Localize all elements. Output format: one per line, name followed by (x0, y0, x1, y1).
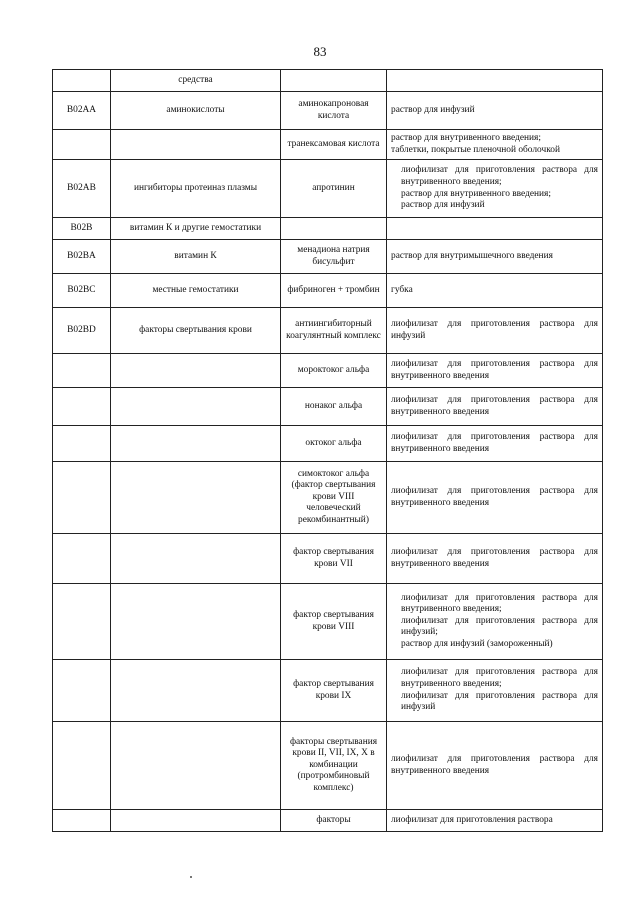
table-row (53, 534, 603, 584)
drug-name-cell: фактор свертывания крови VIII (281, 584, 387, 660)
dosage-form-line: раствор для инфузий (401, 200, 485, 211)
dosage-form-line: лиофилизат для приготовления раствора для внутривенного введения; (401, 667, 598, 689)
atc-code-cell (53, 462, 111, 534)
drug-name-cell: фибриноген + тромбин (281, 274, 387, 308)
table-row (53, 462, 603, 534)
atc-code-cell: B02AA (53, 92, 111, 130)
dosage-form-cell (387, 354, 603, 388)
group-name-cell (111, 426, 281, 462)
group-name-cell (111, 462, 281, 534)
dosage-form-cell (387, 160, 603, 218)
dosage-form-cell (387, 388, 603, 426)
atc-code-cell: B02BA (53, 240, 111, 274)
group-name-cell (111, 722, 281, 810)
table-row (53, 354, 603, 388)
atc-code-cell: B02B (53, 218, 111, 240)
table-row (53, 70, 603, 92)
drug-name-cell: нонаког альфа (281, 388, 387, 426)
dosage-form-line: губка (391, 284, 413, 295)
dosage-form-cell (387, 426, 603, 462)
dosage-form-line: раствор для внутривенного введения; (391, 132, 541, 143)
dosage-form-cell (387, 462, 603, 534)
dosage-form-line: таблетки, покрытые пленочной оболочкой (391, 144, 560, 155)
dosage-form-line: лиофилизат для приготовления раствора для внутривенного введения (391, 358, 598, 381)
atc-code-cell: B02BC (53, 274, 111, 308)
atc-code-cell (53, 722, 111, 810)
atc-code-cell (53, 388, 111, 426)
atc-code-cell (53, 354, 111, 388)
footer-mark (190, 876, 192, 878)
drug-table (52, 69, 603, 832)
group-name-cell: факторы свертывания крови (111, 308, 281, 354)
atc-code-cell (53, 70, 111, 92)
table-row (53, 92, 603, 130)
dosage-form-line: лиофилизат для приготовления раствора для внутривенного введения (391, 431, 598, 454)
page-number: 83 (313, 44, 327, 59)
group-name-cell (111, 810, 281, 832)
group-name-cell: витамин К и другие гемостатики (111, 218, 281, 240)
drug-name-cell: менадиона натрия бисульфит (281, 240, 387, 274)
drug-name-cell: аминокапроновая кислота (281, 92, 387, 130)
group-name-cell: витамин К (111, 240, 281, 274)
dosage-form-cell (387, 70, 603, 92)
atc-code-cell (53, 660, 111, 722)
group-name-cell (111, 130, 281, 160)
drug-name-cell: факторы (281, 810, 387, 832)
atc-code-cell (53, 130, 111, 160)
group-name-cell (111, 388, 281, 426)
drug-name-cell: мороктоког альфа (281, 354, 387, 388)
dosage-form-cell (387, 92, 603, 130)
dosage-form-line: раствор для инфузий (замороженный) (401, 638, 553, 649)
drug-name-cell: симоктоког альфа (фактор свертывания крови VIII человеческий рекомбинантный) (281, 462, 387, 534)
dosage-form-cell (387, 240, 603, 274)
table-row (53, 130, 603, 160)
dosage-form-cell (387, 722, 603, 810)
table-row (53, 584, 603, 660)
dosage-form-line: лиофилизат для приготовления раствора для внутривенного введения (391, 485, 598, 508)
atc-code-cell (53, 426, 111, 462)
table-row (53, 274, 603, 308)
dosage-form-cell (387, 534, 603, 584)
dosage-form-line: лиофилизат для приготовления раствора для внутривенного введения; (401, 592, 598, 615)
dosage-form-line: лиофилизат для приготовления раствора для внутривенного введения (391, 546, 598, 569)
table-row (53, 660, 603, 722)
table-row (53, 240, 603, 274)
dosage-form-line: лиофилизат для приготовления раствора для инфузий (391, 318, 598, 341)
table-row (53, 218, 603, 240)
dosage-form-cell (387, 660, 603, 722)
group-name-cell (111, 534, 281, 584)
dosage-form-cell (387, 810, 603, 832)
dosage-form-cell (387, 274, 603, 308)
drug-name-cell (281, 218, 387, 240)
dosage-form-line: лиофилизат для приготовления раствора (391, 814, 553, 825)
table-row (53, 388, 603, 426)
dosage-form-line: лиофилизат для приготовления раствора для инфузий (401, 690, 598, 713)
dosage-form-cell (387, 130, 603, 160)
atc-code-cell (53, 584, 111, 660)
atc-code-cell (53, 534, 111, 584)
atc-code-cell: B02AB (53, 160, 111, 218)
table-row (53, 308, 603, 354)
dosage-form-line: раствор для внутримышечного введения (391, 250, 553, 261)
dosage-form-line: лиофилизат для приготовления раствора для внутривенного введения (391, 394, 598, 417)
dosage-form-line: лиофилизат для приготовления раствора для внутривенного введения; (401, 165, 598, 187)
group-name-cell: аминокислоты (111, 92, 281, 130)
table-row (53, 810, 603, 832)
table-body (53, 70, 603, 832)
group-name-cell: средства (111, 70, 281, 92)
drug-name-cell: апротинин (281, 160, 387, 218)
drug-name-cell: антиингибиторный коагулянтный комплекс (281, 308, 387, 354)
dosage-form-cell (387, 584, 603, 660)
drug-name-cell (281, 70, 387, 92)
group-name-cell (111, 354, 281, 388)
dosage-form-line: раствор для внутривенного введения; (401, 188, 551, 199)
atc-code-cell (53, 810, 111, 832)
table-row (53, 160, 603, 218)
atc-code-cell: B02BD (53, 308, 111, 354)
drug-name-cell: фактор свертывания крови VII (281, 534, 387, 584)
group-name-cell (111, 660, 281, 722)
table-row (53, 722, 603, 810)
dosage-form-line: лиофилизат для приготовления раствора для инфузий; (401, 615, 598, 638)
group-name-cell: ингибиторы протеиназ плазмы (111, 160, 281, 218)
dosage-form-line: лиофилизат для приготовления раствора для внутривенного введения (391, 753, 598, 776)
group-name-cell (111, 584, 281, 660)
drug-name-cell: факторы свертывания крови II, VII, IX, X в комбинации (протромбиновый комплекс) (281, 722, 387, 810)
dosage-form-line: раствор для инфузий (391, 104, 475, 115)
table-row (53, 426, 603, 462)
drug-name-cell: октоког альфа (281, 426, 387, 462)
group-name-cell: местные гемостатики (111, 274, 281, 308)
dosage-form-cell (387, 218, 603, 240)
drug-name-cell: фактор свертывания крови IX (281, 660, 387, 722)
drug-name-cell: транексамовая кислота (281, 130, 387, 160)
dosage-form-cell (387, 308, 603, 354)
